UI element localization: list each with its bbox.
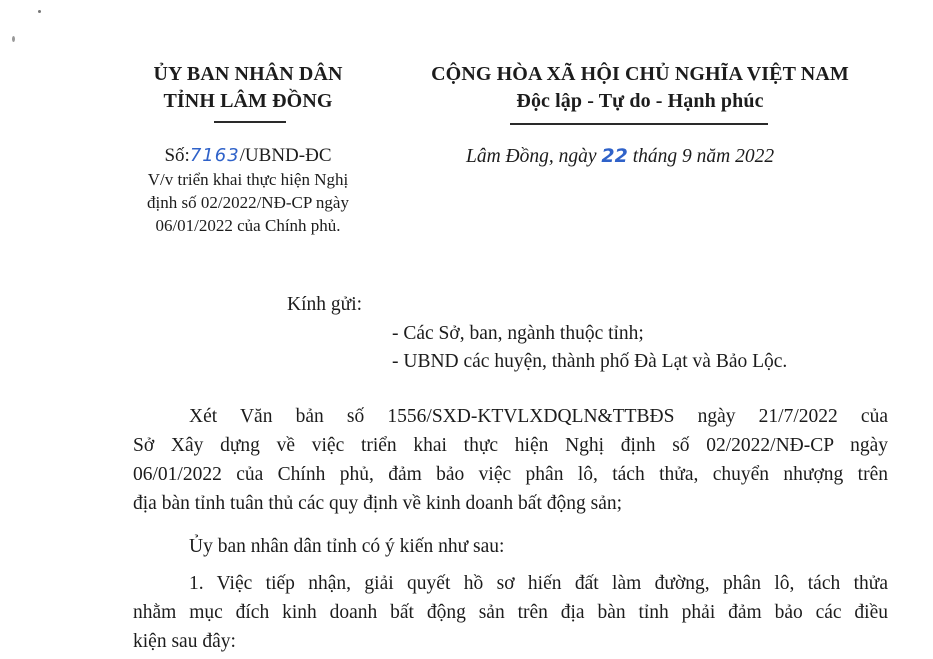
paragraph-line: Ủy ban nhân dân tỉnh có ý kiến như sau: [189,536,505,557]
subject-line-3: 06/01/2022 của Chính phủ. [155,216,341,235]
national-title: CỘNG HÒA XÃ HỘI CHỦ NGHĨA VIỆT NAM [431,63,849,85]
recipient-item-1: - Các Sở, ban, ngành thuộc tỉnh; [392,323,644,344]
header-left-divider [214,121,286,123]
document-number-suffix: /UBND-ĐC [239,145,332,166]
body-paragraph-3 [133,569,888,656]
scan-speck [12,36,15,42]
date-prefix: Lâm Đồng, ngày [466,146,602,167]
date-line [466,145,774,168]
handwritten-number: 7163 [189,145,240,166]
paragraph-line: nhằm mục đích kinh doanh bất động sản trên địa bàn tỉnh phải đảm bảo các điều [133,602,888,623]
handwritten-day: 22 [601,145,628,167]
scan-speck [38,10,41,13]
subject-line-1: V/v triển khai thực hiện Nghị [147,170,349,189]
paragraph-line: Xét Văn bản số 1556/SXD-KTVLXDQLN&TTBĐS ngày 21/7/2022 của [189,406,888,427]
document-number-prefix: Số: [164,145,190,166]
national-motto: Độc lập - Tự do - Hạnh phúc [516,90,764,112]
recipients-label: Kính gửi: [287,294,363,315]
document-number [140,145,356,167]
issuing-authority-line1: ỦY BAN NHÂN DÂN [153,63,343,85]
body-paragraph-2 [133,532,888,561]
subject-line-2: định số 02/2022/NĐ-CP ngày [147,193,349,212]
paragraph-line: 1. Việc tiếp nhận, giải quyết hồ sơ hiến đất làm đường, phân lô, tách thửa [189,573,888,594]
paragraph-line: kiện sau đây: [133,631,236,652]
date-suffix: tháng 9 năm 2022 [627,146,775,167]
body-paragraph-1 [133,402,888,518]
recipient-item-2: - UBND các huyện, thành phố Đà Lạt và Bảo Lộc. [392,351,788,372]
paragraph-line: 06/01/2022 của Chính phủ, đảm bảo việc phân lô, tách thửa, chuyển nhượng trên [133,464,888,485]
header-right-divider [510,123,768,125]
paragraph-line: địa bàn tỉnh tuân thủ các quy định về kinh doanh bất động sản; [133,493,623,514]
paragraph-line: Sở Xây dựng về việc triển khai thực hiện Nghị định số 02/2022/NĐ-CP ngày [133,435,888,456]
issuing-authority-line2: TỈNH LÂM ĐỒNG [163,90,333,112]
